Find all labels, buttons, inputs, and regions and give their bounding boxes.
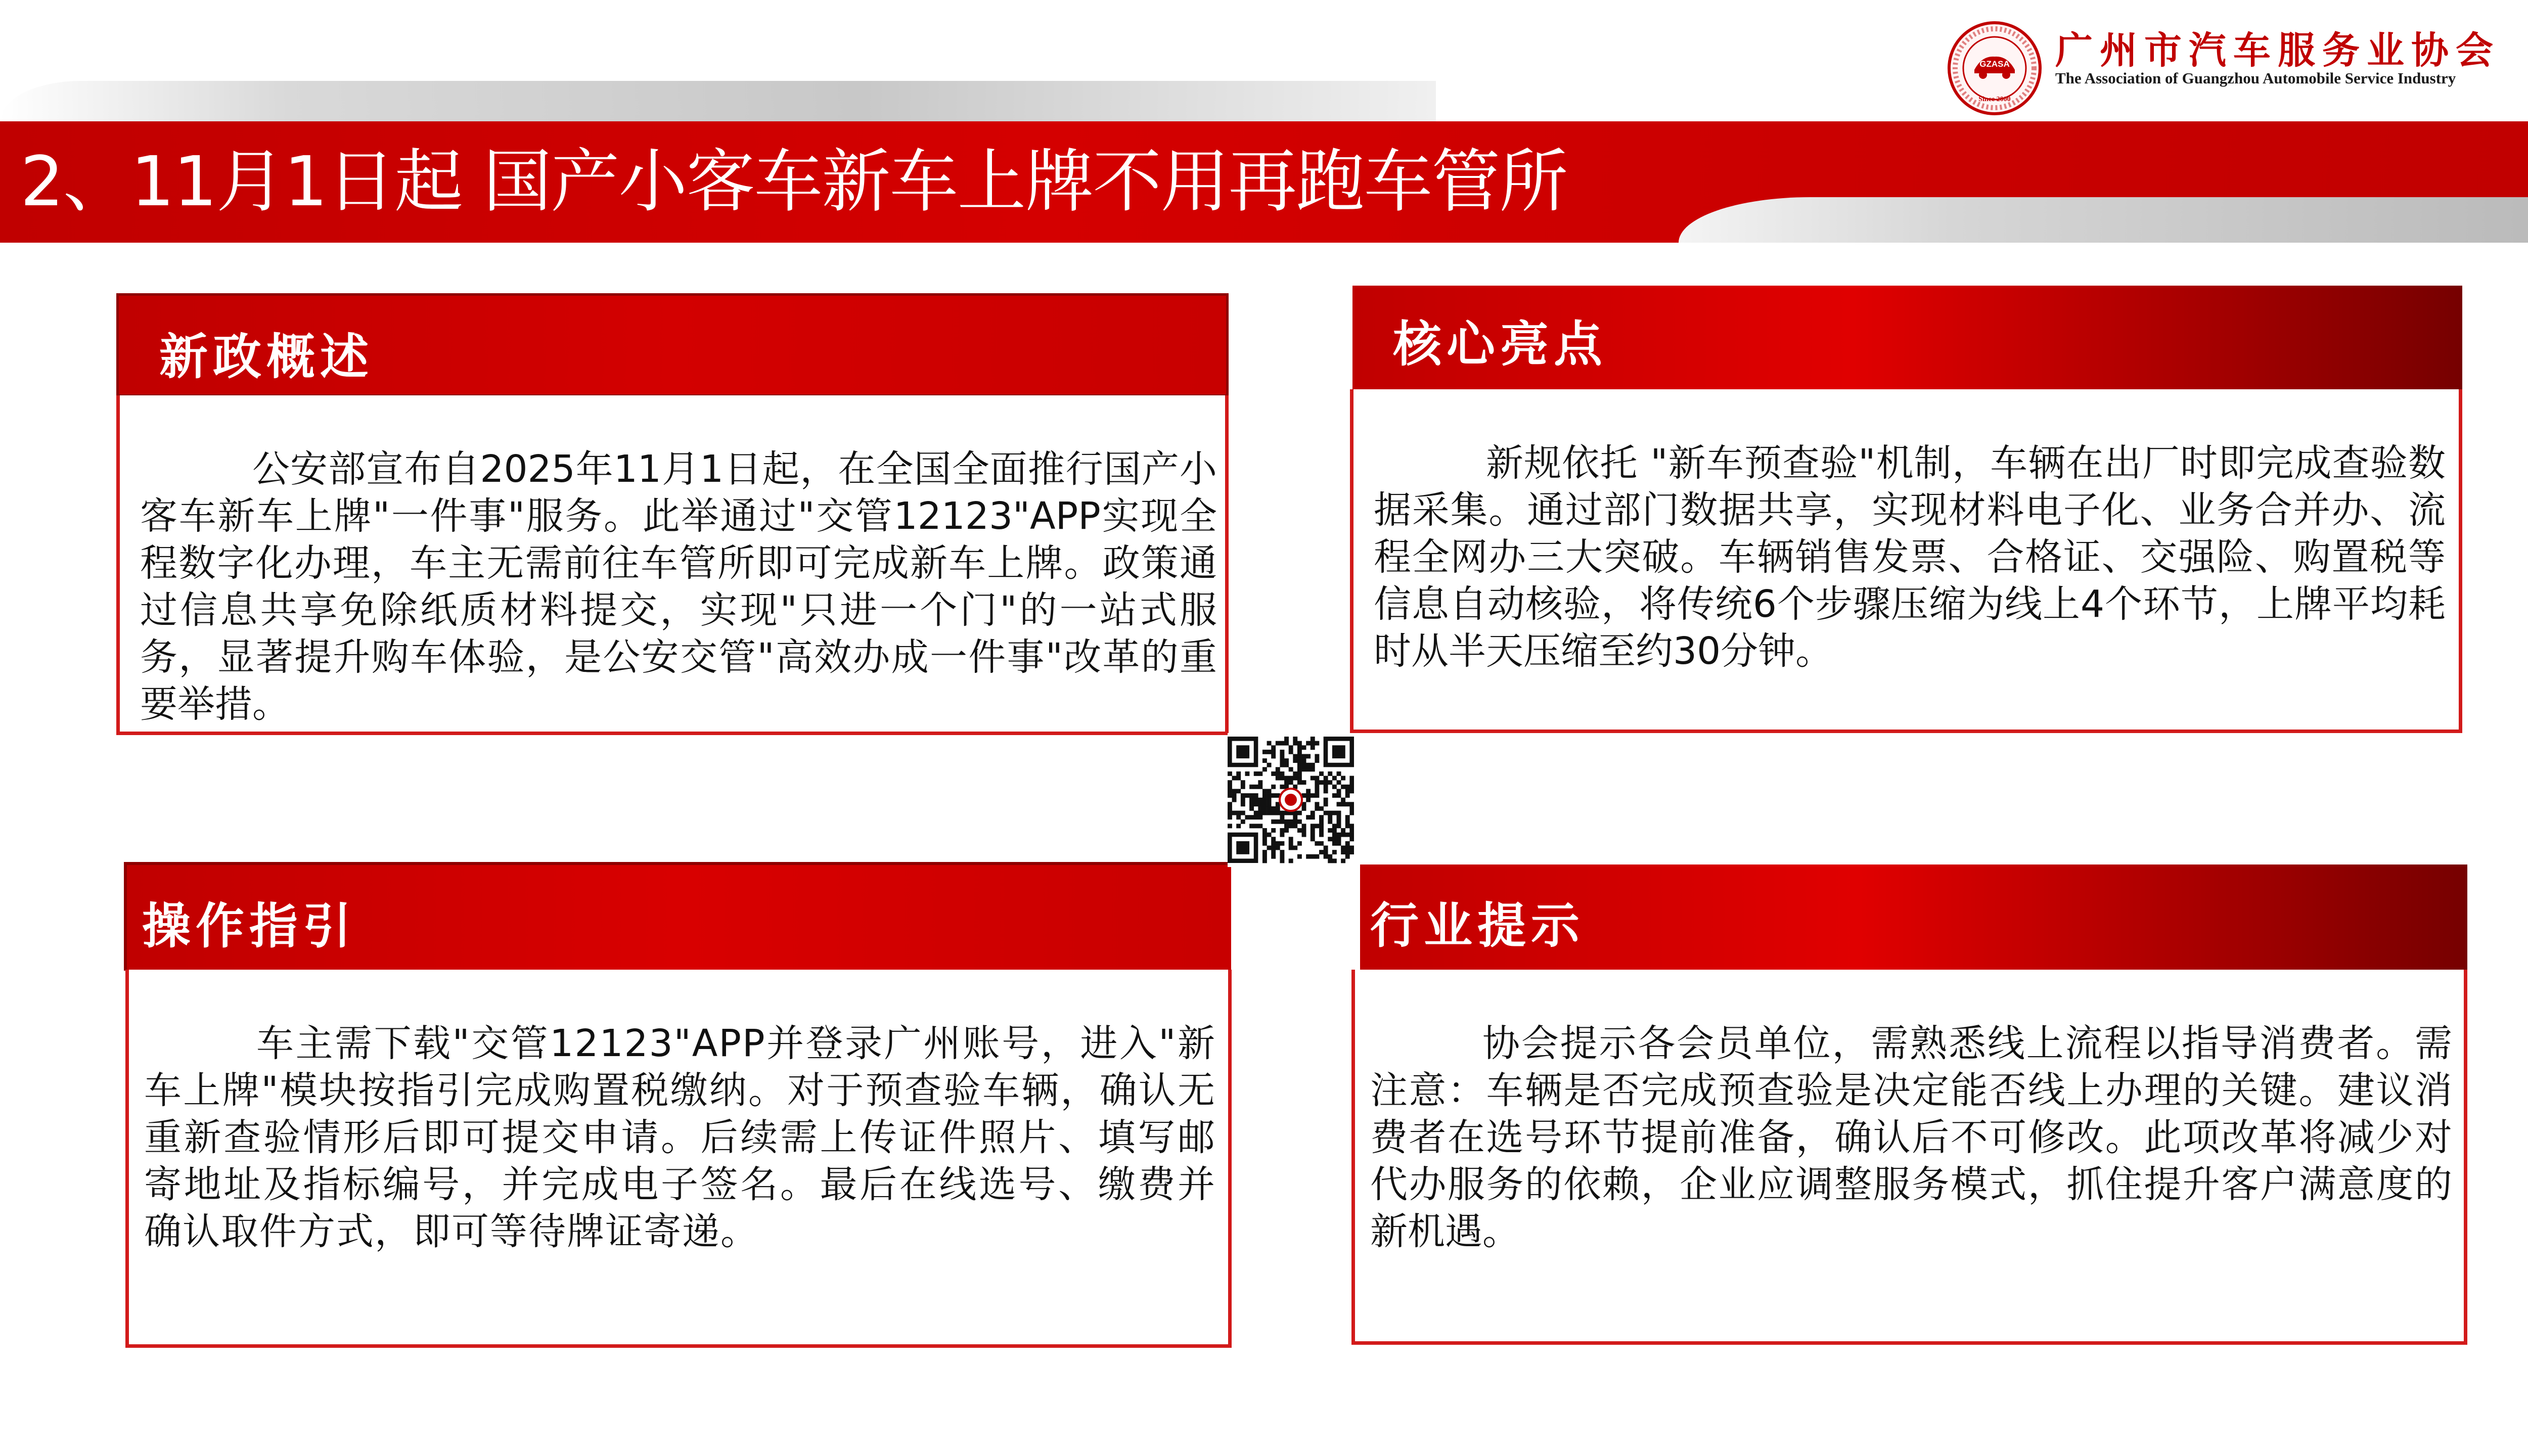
section-header-guide <box>124 862 1231 971</box>
section-box-overview <box>116 395 1229 735</box>
section-body: 协会提示各会员单位，需熟悉线上流程以指导消费者。需注意：车辆是否完成预查验是决定能否线上办理的关键。建议消费者在选号环节提前准备，确认后不可修改。此项改革将减少对代办服务的依赖，企业应调整服务模式，抓住提升客户满意度的新机遇。 <box>1370 1022 2452 1253</box>
section-box-highlights <box>1350 389 2462 733</box>
section-body: 新规依托 "新车预查验"机制，车辆在出厂时即完成查验数据采集。通过部门数据共享，实现材料电子化、业务合并办、流程全网办三大突破。车辆销售发票、合格证、交强险、购置税等信息自动核验，将传统6个步骤压缩为线上4个环节，上牌平均耗时从半天压缩至约30分钟。 <box>1374 441 2446 673</box>
section-box-guide <box>125 970 1232 1348</box>
section-heading: 核心亮点 <box>1393 316 1607 373</box>
association-name-cn: 广州市汽车服务业协会 <box>2055 29 2500 72</box>
banner-swoosh-decoration <box>1679 197 2528 243</box>
seal-since: Since 2000 <box>1978 96 2011 103</box>
qr-code-image <box>1228 733 1354 867</box>
section-heading: 操作指引 <box>142 898 356 954</box>
section-header-industry-tips <box>1360 864 2467 971</box>
section-box-industry-tips <box>1351 970 2467 1345</box>
section-header-overview <box>116 293 1229 397</box>
section-heading: 新政概述 <box>159 329 374 385</box>
section-heading: 行业提示 <box>1370 897 1585 954</box>
association-seal-logo <box>1947 20 2043 116</box>
section-body: 车主需下载"交管12123"APP并登录广州账号，进入"新车上牌"模块按指引完成购置税缴纳。对于预查验车辆，确认无重新查验情形后即可提交申请。后续需上传证件照片、填写邮寄地址及指标编号，并完成电子签名。最后在线选号、缴费并确认取件方式，即可等待牌证寄递。 <box>144 1022 1216 1253</box>
section-header-highlights <box>1352 286 2462 392</box>
top-decorative-band <box>0 81 1436 121</box>
seal-acronym: GZASA <box>1979 59 2010 69</box>
slide-title: 2、11月1日起 国产小客车新车上牌不用再跑车管所 <box>20 142 1567 222</box>
section-body: 公安部宣布自2025年11月1日起，在全国全面推行国产小客车新车上牌"一件事"服务。此举通过"交管12123"APP实现全程数字化办理，车主无需前往车管所即可完成新车上牌。政策通过信息共享免除纸质材料提交，实现"只进一个门"的一站式服务，显著提升购车体验，是公安交管"高效办成一件事"改革的重要举措。 <box>140 447 1217 726</box>
association-name-en: The Association of Guangzhou Automobile Service Industry <box>2055 69 2456 87</box>
